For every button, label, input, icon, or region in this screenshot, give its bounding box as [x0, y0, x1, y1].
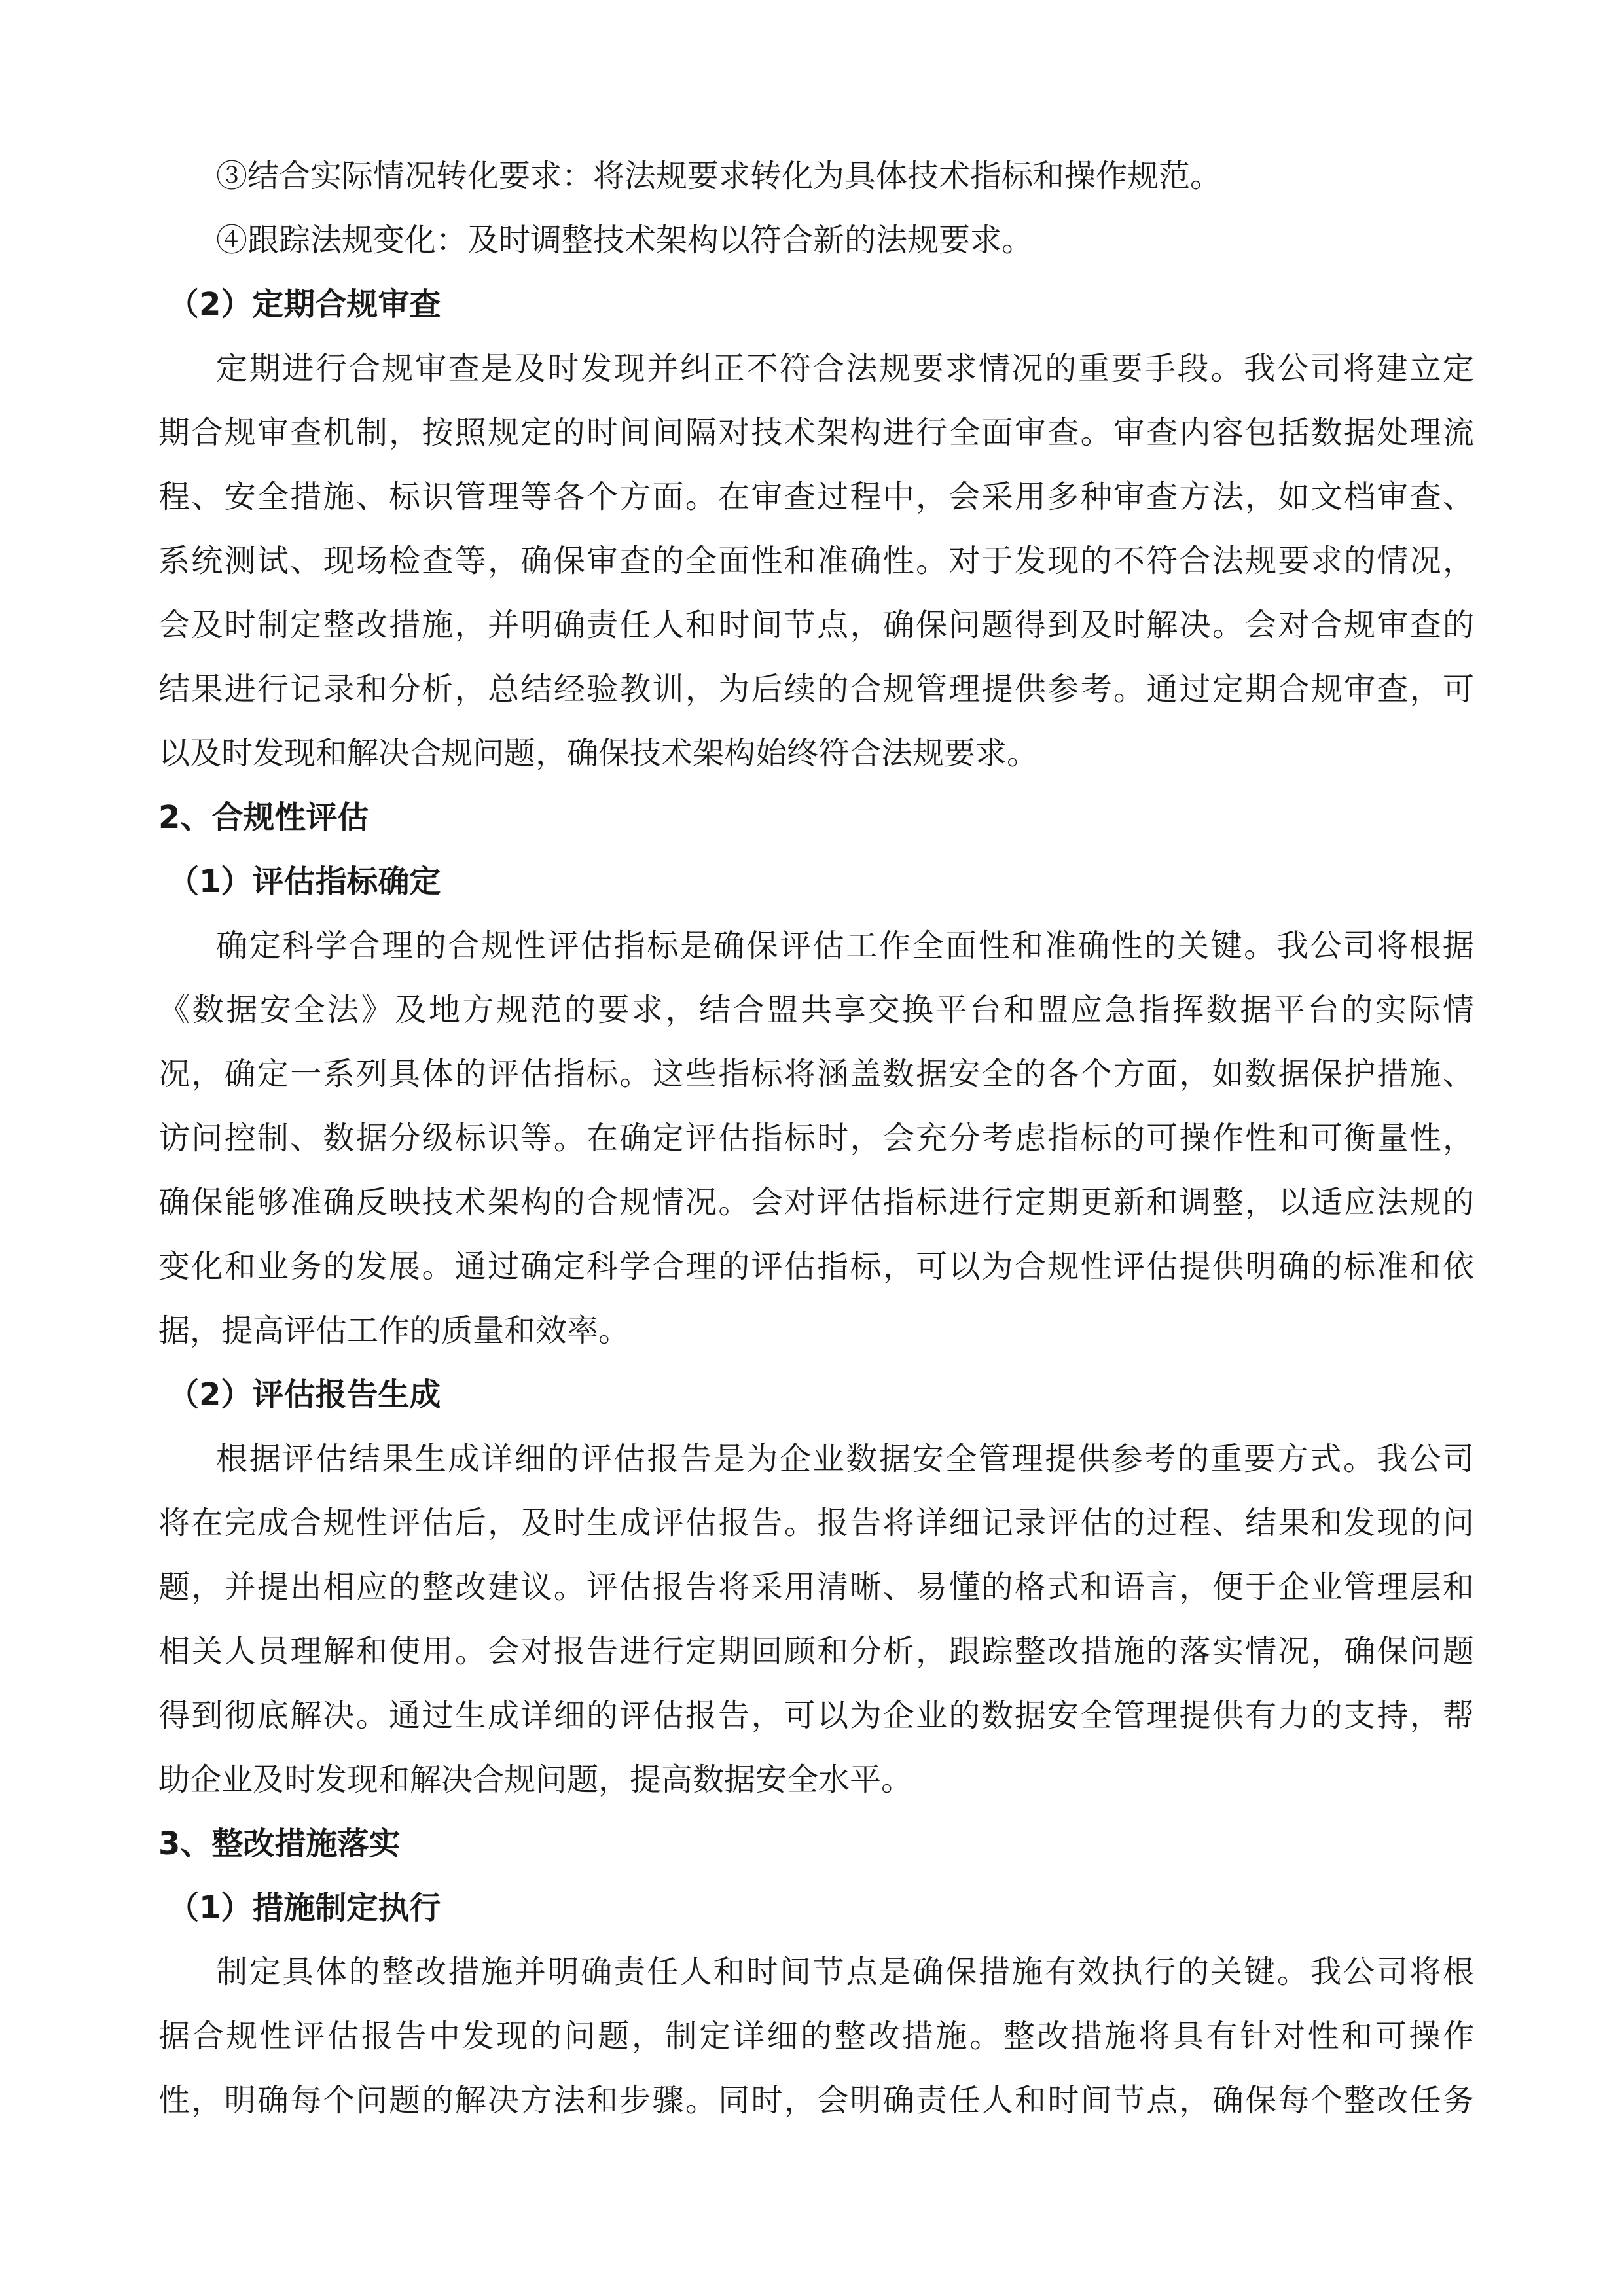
subsection-heading-report: （2）评估报告生成	[168, 1376, 441, 1413]
paragraph-line: 助企业及时发现和解决合规问题，提高数据安全水平。	[158, 1761, 913, 1798]
list-item-4: ④跟踪法规变化：及时调整技术架构以符合新的法规要求。	[216, 222, 1034, 259]
paragraph-line: 得到彻底解决。通过生成详细的评估报告，可以为企业的数据安全管理提供有力的支持，帮	[158, 1697, 1474, 1734]
paragraph-line: 据合规性评估报告中发现的问题，制定详细的整改措施。整改措施将具有针对性和可操作	[158, 2018, 1474, 2054]
paragraph-line: 结果进行记录和分析，总结经验教训，为后续的合规管理提供参考。通过定期合规审查，可	[158, 671, 1474, 708]
paragraph-line: 确保能够准确反映技术架构的合规情况。会对评估指标进行定期更新和调整，以适应法规的	[158, 1184, 1474, 1221]
subsection-heading-execution: （1）措施制定执行	[168, 1890, 441, 1926]
paragraph-line: 题，并提出相应的整改建议。评估报告将采用清晰、易懂的格式和语言，便于企业管理层和	[158, 1569, 1474, 1605]
section-heading-compliance-assessment: 2、合规性评估	[158, 799, 369, 836]
paragraph-line: 将在完成合规性评估后，及时生成评估报告。报告将详细记录评估的过程、结果和发现的问	[158, 1505, 1474, 1541]
paragraph-line: 期合规审查机制，按照规定的时间间隔对技术架构进行全面审查。审查内容包括数据处理流	[158, 414, 1474, 451]
paragraph-line: 以及时发现和解决合规问题，确保技术架构始终符合法规要求。	[158, 735, 1039, 772]
paragraph-line: 访问控制、数据分级标识等。在确定评估指标时，会充分考虑指标的可操作性和可衡量性，	[158, 1120, 1474, 1157]
paragraph-line: 确定科学合理的合规性评估指标是确保评估工作全面性和准确性的关键。我公司将根据	[216, 927, 1474, 964]
paragraph-line: 会及时制定整改措施，并明确责任人和时间节点，确保问题得到及时解决。会对合规审查的	[158, 607, 1474, 643]
paragraph-line: 程、安全措施、标识管理等各个方面。在审查过程中，会采用多种审查方法，如文档审查、	[158, 478, 1474, 515]
paragraph-line: 定期进行合规审查是及时发现并纠正不符合法规要求情况的重要手段。我公司将建立定	[216, 350, 1474, 387]
subsection-heading-indicator: （1）评估指标确定	[168, 863, 441, 900]
list-item-3: ③结合实际情况转化要求：将法规要求转化为具体技术指标和操作规范。	[216, 158, 1222, 194]
paragraph-line: 相关人员理解和使用。会对报告进行定期回顾和分析，跟踪整改措施的落实情况，确保问题	[158, 1633, 1474, 1670]
paragraph-line: 据，提高评估工作的质量和效率。	[158, 1312, 630, 1349]
paragraph-line: 根据评估结果生成详细的评估报告是为企业数据安全管理提供参考的重要方式。我公司	[216, 1441, 1474, 1477]
paragraph-line: 性，明确每个问题的解决方法和步骤。同时，会明确责任人和时间节点，确保每个整改任务	[158, 2082, 1474, 2119]
paragraph-line: 系统测试、现场检查等，确保审查的全面性和准确性。对于发现的不符合法规要求的情况，	[158, 543, 1474, 579]
paragraph-line: 况，确定一系列具体的评估指标。这些指标将涵盖数据安全的各个方面，如数据保护措施、	[158, 1056, 1474, 1092]
section-heading-rectification: 3、整改措施落实	[158, 1825, 401, 1862]
paragraph-line: 《数据安全法》及地方规范的要求，结合盟共享交换平台和盟应急指挥数据平台的实际情	[158, 992, 1474, 1028]
paragraph-line: 变化和业务的发展。通过确定科学合理的评估指标，可以为合规性评估提供明确的标准和依	[158, 1248, 1474, 1285]
section-heading-periodic-review: （2）定期合规审查	[168, 286, 441, 323]
document-page	[158, 144, 1474, 2132]
paragraph-line: 制定具体的整改措施并明确责任人和时间节点是确保措施有效执行的关键。我公司将根	[216, 1954, 1474, 1990]
